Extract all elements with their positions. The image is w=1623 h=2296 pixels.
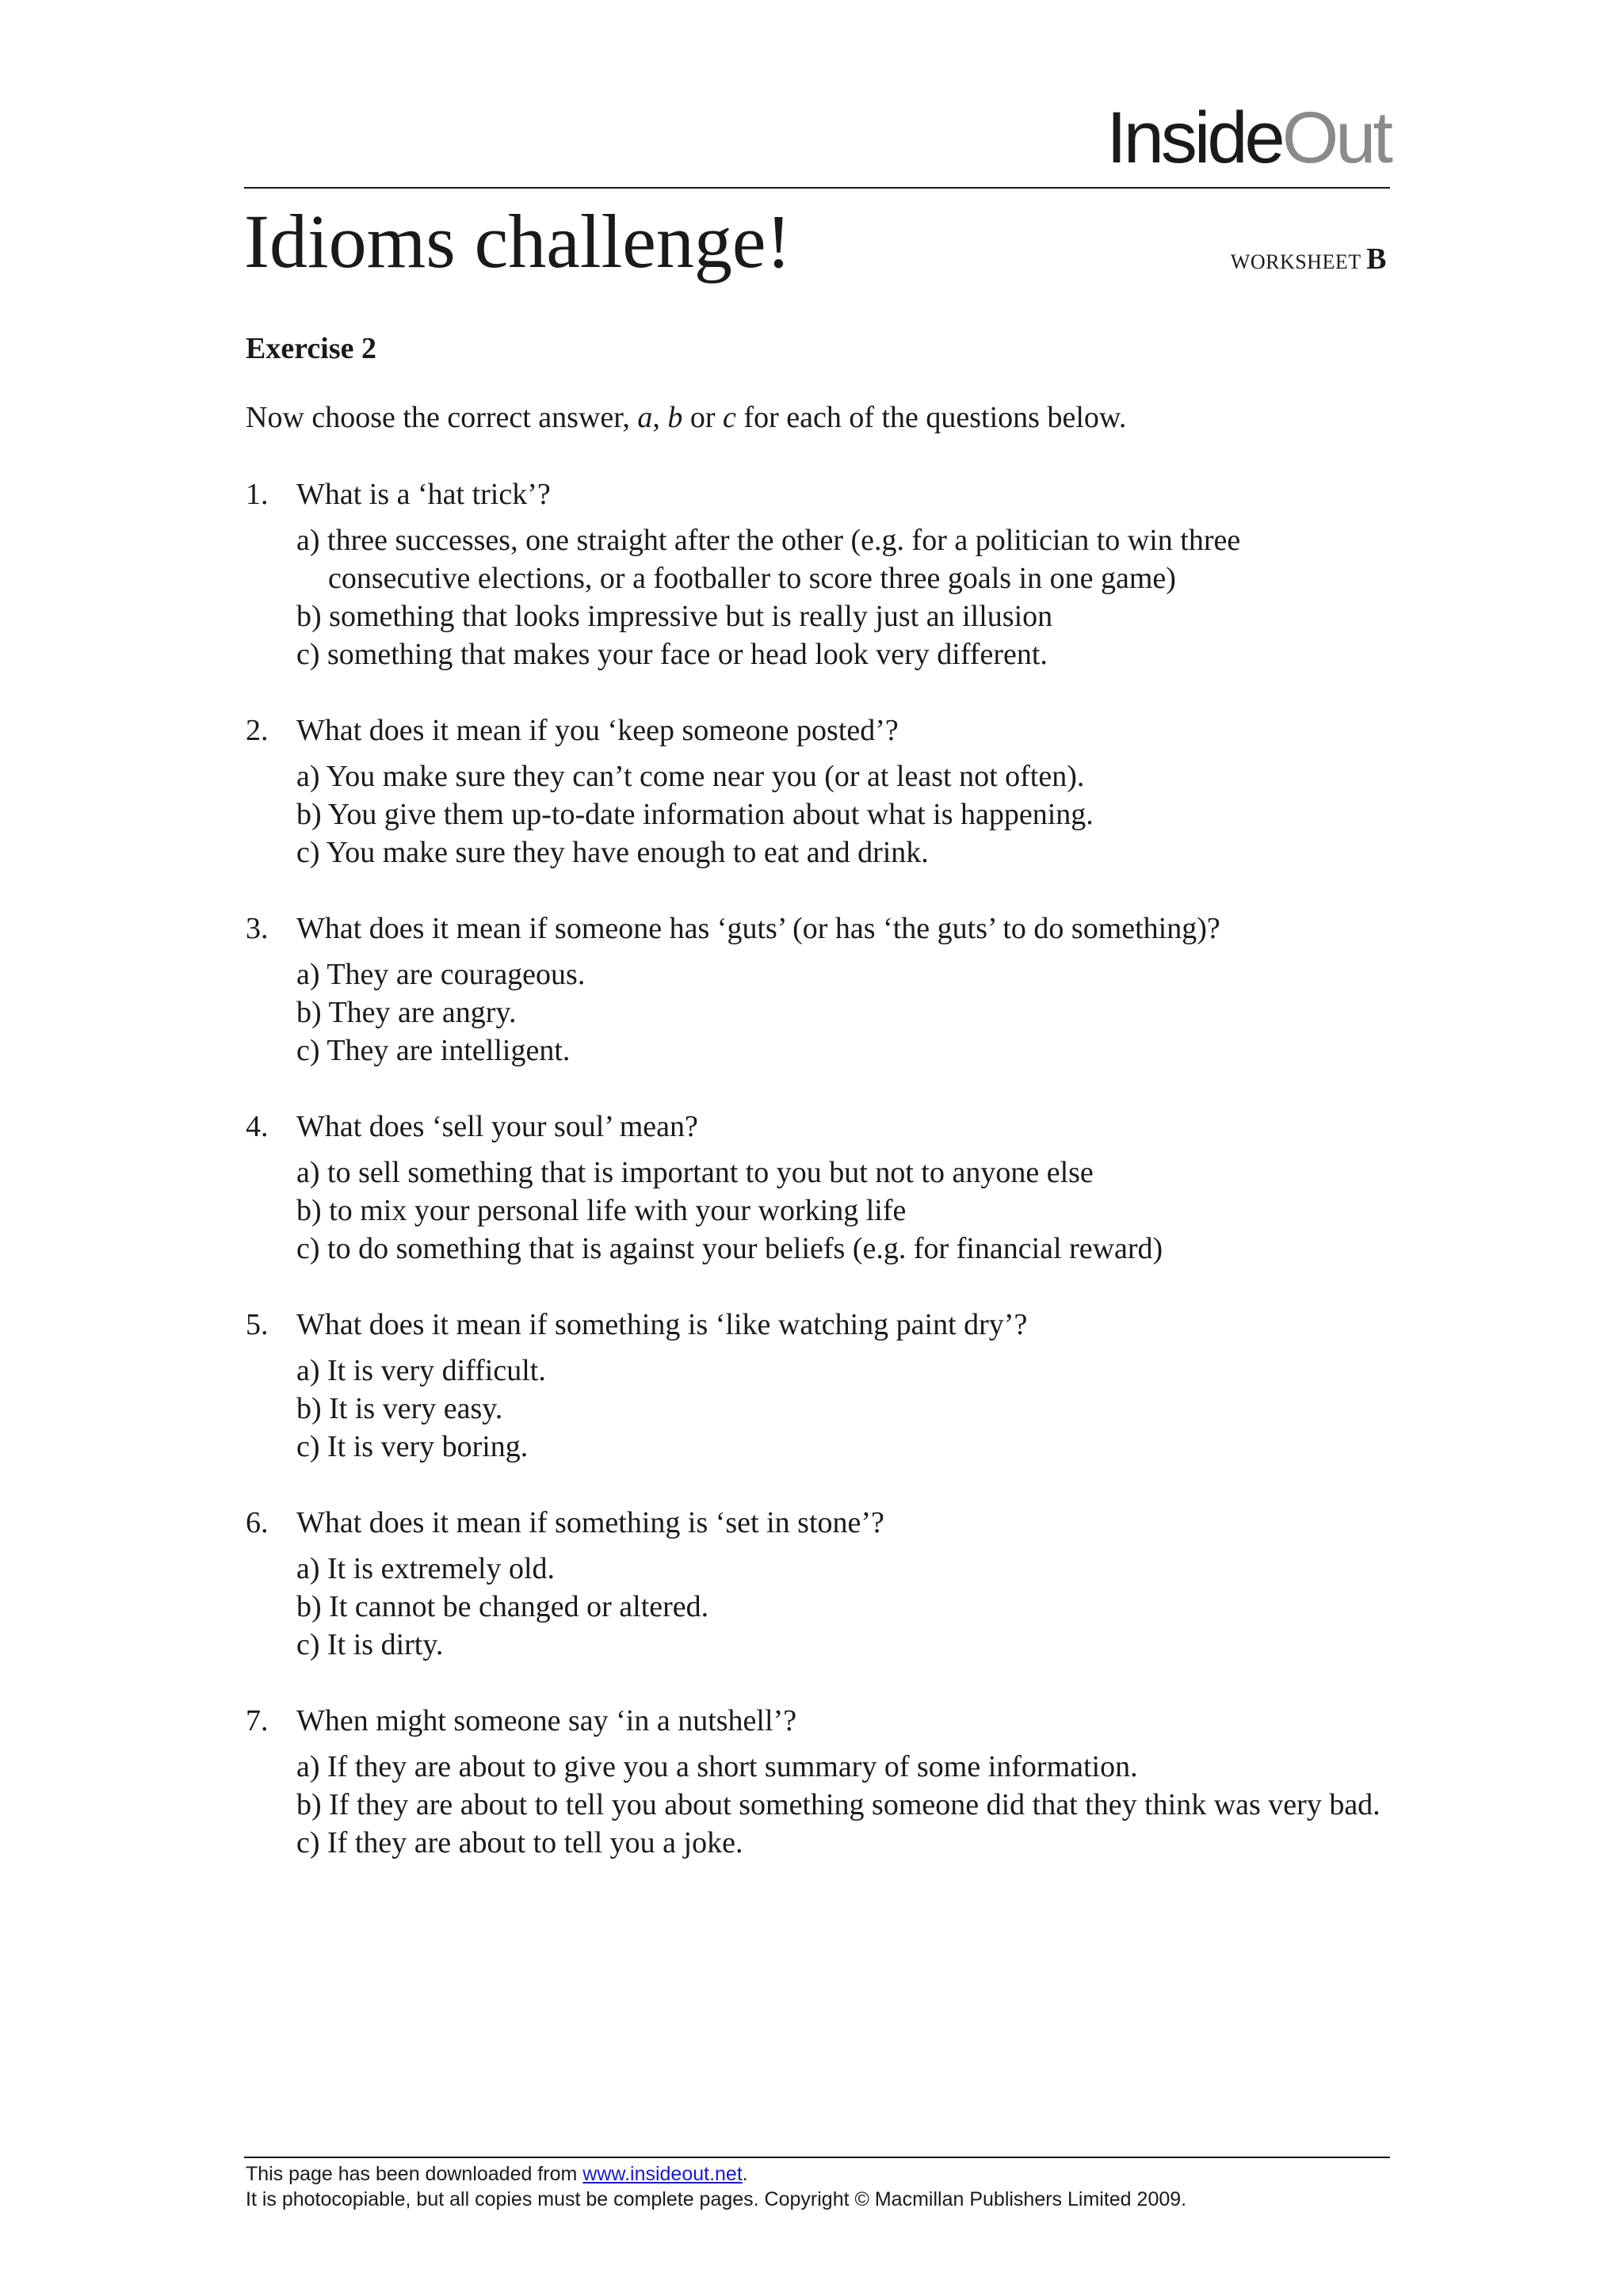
answer-option: b) It cannot be changed or altered.: [296, 1590, 709, 1623]
answer-option: c) They are intelligent.: [296, 1034, 571, 1067]
answer-option: c) If they are about to tell you a joke.: [296, 1826, 743, 1859]
instruction-option-c: c: [723, 401, 736, 434]
answer-option: a) It is very difficult.: [296, 1354, 546, 1387]
question-text: When might someone say ‘in a nutshell’?: [296, 1704, 797, 1737]
answer-option: c) You make sure they have enough to eat and drink.: [296, 836, 929, 869]
answer-option: b) You give them up-to-date information about what is happening.: [296, 798, 1094, 831]
footer-text: This page has been downloaded from: [246, 2163, 583, 2185]
answer-option: b) If they are about to tell you about something someone did that they think was very bad.: [296, 1788, 1381, 1821]
answer-option: a) They are courageous.: [296, 958, 586, 991]
instruction-text: for each of the questions below.: [735, 401, 1127, 434]
answer-option: c) It is very boring.: [296, 1430, 529, 1463]
question-text: What does it mean if something is ‘like watching paint dry’?: [296, 1308, 1028, 1341]
footer-text: .: [742, 2163, 748, 2185]
question-text: What does it mean if someone has ‘guts’ (or has ‘the guts’ to do something)?: [296, 912, 1220, 945]
answer-option: b) to mix your personal life with your working life: [296, 1194, 907, 1227]
question-number: 7.: [246, 1704, 269, 1737]
question-text: What does ‘sell your soul’ mean?: [296, 1110, 698, 1143]
question-item: [246, 1504, 1387, 1664]
answer-options: [296, 757, 1387, 871]
question-item: [246, 1702, 1387, 1862]
exercise-instruction: [246, 400, 1126, 435]
question-number: 1.: [246, 478, 269, 511]
question-item: [246, 711, 1387, 871]
question-number: 6.: [246, 1506, 269, 1539]
answer-option: b) They are angry.: [296, 996, 517, 1029]
answer-option: b) something that looks impressive but is really just an illusion: [296, 600, 1053, 633]
answer-option: c) something that makes your face or head look very different.: [296, 638, 1048, 671]
logo-word-out: Out: [1281, 97, 1390, 178]
worksheet-letter: B: [1366, 242, 1387, 276]
question-item: [246, 910, 1387, 1070]
answer-option: b) It is very easy.: [296, 1392, 503, 1425]
answer-option: a) You make sure they can’t come near you (or at least not often).: [296, 760, 1085, 793]
instruction-option-b: b: [667, 401, 683, 434]
question-number: 5.: [246, 1308, 269, 1341]
answer-options: [296, 1748, 1387, 1862]
answer-option: a) three successes, one straight after the other (e.g. for a politician to win three consecutive elections, or a footballer to score three goals in one game): [296, 524, 1241, 595]
answer-options: [296, 955, 1387, 1070]
instruction-text: or: [682, 401, 724, 434]
question-number: 2.: [246, 714, 269, 747]
question-item: [246, 1108, 1387, 1268]
footer-rule: [244, 2157, 1390, 2158]
answer-options: [296, 1550, 1387, 1664]
answer-option: a) It is extremely old.: [296, 1552, 556, 1585]
header-rule: [244, 187, 1390, 189]
answer-option: a) to sell something that is important to you but not to anyone else: [296, 1156, 1094, 1189]
answer-options: [296, 521, 1387, 673]
instruction-text: Now choose the correct answer,: [246, 401, 638, 434]
question-item: [246, 475, 1387, 673]
worksheet-word: WORKSHEET: [1230, 250, 1361, 273]
exercise-heading: Exercise 2: [246, 332, 376, 365]
footer-copyright: It is photocopiable, but all copies must be complete pages. Copyright © Macmillan Publishers Limited 2009.: [246, 2188, 1187, 2210]
logo-word-inside: Inside: [1106, 97, 1282, 178]
question-item: [246, 1306, 1387, 1466]
question-text: What does it mean if you ‘keep someone posted’?: [296, 714, 899, 747]
answer-option: c) It is dirty.: [296, 1628, 444, 1661]
answer-options: [296, 1352, 1387, 1466]
instruction-option-a: a: [637, 401, 653, 434]
instruction-text: ,: [652, 401, 668, 434]
answer-options: [296, 1154, 1387, 1268]
worksheet-label: [1231, 242, 1387, 277]
footer-line-1: [246, 2161, 1186, 2187]
question-number: 3.: [246, 912, 269, 945]
answer-option: c) to do something that is against your beliefs (e.g. for financial reward): [296, 1232, 1163, 1265]
inside-out-logo: [1106, 97, 1390, 178]
question-number: 4.: [246, 1110, 269, 1143]
question-text: What does it mean if something is ‘set in stone’?: [296, 1506, 884, 1539]
page-footer: [246, 2161, 1186, 2212]
question-text: What is a ‘hat trick’?: [296, 478, 551, 511]
insideout-link[interactable]: www.insideout.net: [582, 2163, 743, 2185]
answer-option: a) If they are about to give you a short summary of some information.: [296, 1750, 1138, 1783]
question-list: [246, 475, 1387, 1900]
page-title: Idioms challenge!: [244, 199, 792, 284]
